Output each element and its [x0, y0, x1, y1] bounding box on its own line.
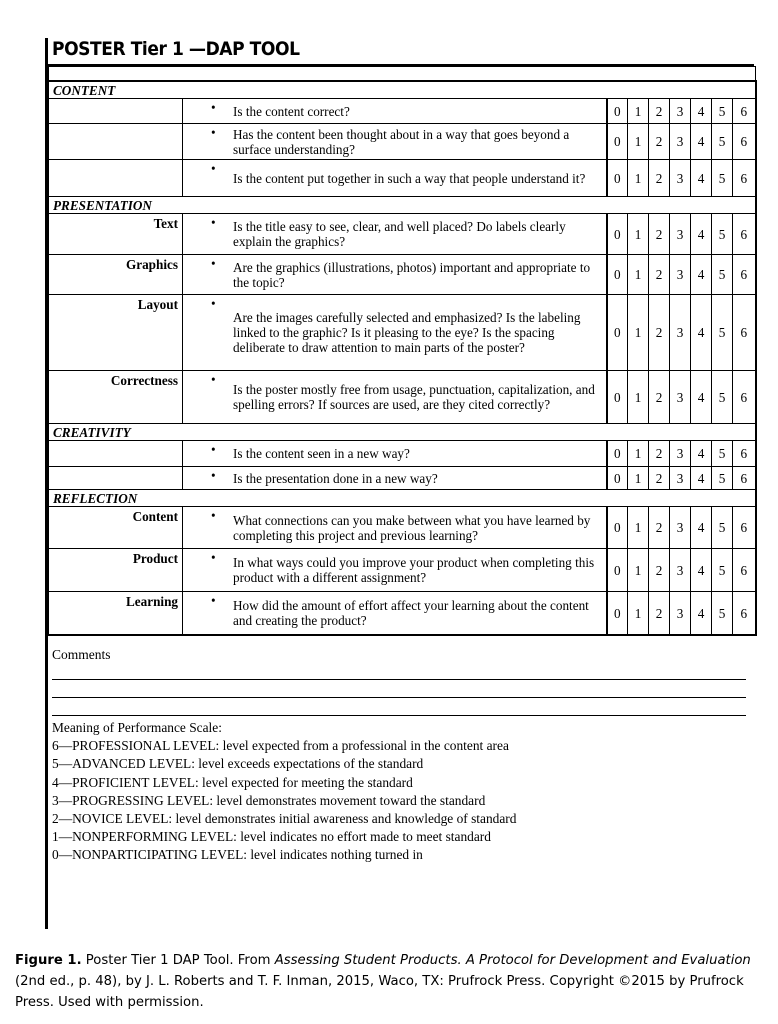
score-option[interactable]: 6 [733, 124, 756, 160]
score-option[interactable]: 5 [712, 99, 733, 124]
section-row [49, 490, 756, 507]
score-option[interactable]: 4 [691, 507, 712, 549]
criterion-label: Product [49, 549, 183, 592]
rubric-row [49, 441, 756, 467]
scale-level: 1—NONPERFORMING LEVEL: level indicates no effort made to meet standard [52, 829, 491, 845]
score-option[interactable]: 4 [691, 124, 712, 160]
score-option[interactable]: 5 [712, 507, 733, 549]
score-option[interactable]: 0 [607, 124, 628, 160]
score-option[interactable]: 0 [607, 255, 628, 295]
caption-text: (2nd ed., p. 48), by J. L. Roberts and T. F. Inman, 2015, Waco, TX: Prufrock Press. Copyright ©2015 by Prufrock Press. Used with permission. [15, 974, 744, 1010]
score-option[interactable]: 2 [649, 99, 670, 124]
section-row [49, 81, 756, 99]
criterion-question [183, 549, 607, 592]
score-option[interactable]: 2 [649, 441, 670, 467]
score-option[interactable]: 1 [628, 124, 649, 160]
question-text: How did the amount of effort affect your learning about the content and creating the product? [233, 598, 589, 628]
question-text: Are the graphics (illustrations, photos) important and appropriate to the topic? [233, 259, 591, 290]
score-option[interactable]: 5 [712, 549, 733, 592]
score-option[interactable]: 0 [607, 592, 628, 636]
score-option[interactable]: 1 [628, 99, 649, 124]
score-option[interactable]: 6 [733, 549, 756, 592]
page-title: POSTER Tier 1 —DAP TOOL [52, 38, 300, 60]
score-option[interactable]: 6 [733, 441, 756, 467]
score-option[interactable]: 4 [691, 255, 712, 295]
criterion-label: Graphics [49, 255, 183, 295]
score-option[interactable]: 1 [628, 467, 649, 490]
section-heading: CONTENT [49, 81, 756, 99]
score-option[interactable]: 5 [712, 255, 733, 295]
rubric-row [49, 124, 756, 160]
score-option[interactable]: 4 [691, 160, 712, 197]
scale-heading: Meaning of Performance Scale: [52, 720, 222, 735]
rubric-row [49, 371, 756, 424]
score-option[interactable]: 3 [670, 255, 691, 295]
score-option[interactable]: 5 [712, 371, 733, 424]
scale-level: 2—NOVICE LEVEL: level demonstrates initial awareness and knowledge of standard [52, 811, 517, 827]
caption-source-title: Assessing Student Products. A Protocol for Development and Evaluation [274, 953, 751, 968]
criterion-question [183, 371, 607, 424]
score-option[interactable]: 1 [628, 295, 649, 371]
rubric-row [49, 214, 756, 255]
scale-level: 6—PROFESSIONAL LEVEL: level expected from a professional in the content area [52, 738, 509, 754]
criterion-label [49, 99, 183, 124]
score-option[interactable]: 5 [712, 214, 733, 255]
score-option[interactable]: 4 [691, 99, 712, 124]
criterion-question [183, 295, 607, 371]
score-option[interactable]: 3 [670, 124, 691, 160]
performance-scale [52, 719, 516, 865]
question-text: Has the content been thought about in a way that goes beyond a surface understanding? [233, 126, 570, 157]
score-option[interactable]: 2 [649, 214, 670, 255]
bullet: • [211, 296, 216, 311]
question-text: Is the presentation done in a new way? [233, 470, 438, 486]
score-option[interactable]: 6 [733, 214, 756, 255]
score-option[interactable]: 2 [649, 467, 670, 490]
score-option[interactable]: 4 [691, 371, 712, 424]
score-option[interactable]: 4 [691, 592, 712, 636]
scale-level: 4—PROFICIENT LEVEL: level expected for meeting the standard [52, 774, 413, 790]
criterion-question [183, 441, 607, 467]
score-option[interactable]: 6 [733, 467, 756, 490]
score-option[interactable]: 2 [649, 295, 670, 371]
question-text: What connections can you make between what you have learned by completing this project and previous learning? [233, 512, 591, 543]
rubric-row [49, 507, 756, 549]
bullet: • [211, 593, 216, 608]
score-option[interactable]: 2 [649, 160, 670, 197]
score-option[interactable]: 0 [607, 467, 628, 490]
score-option[interactable]: 0 [607, 507, 628, 549]
score-option[interactable]: 2 [649, 124, 670, 160]
criterion-question [183, 507, 607, 549]
score-option[interactable]: 3 [670, 371, 691, 424]
bullet: • [211, 125, 216, 140]
criterion-label: Layout [49, 295, 183, 371]
score-option[interactable]: 3 [670, 99, 691, 124]
spacer-cell [49, 67, 756, 82]
rubric-row [49, 549, 756, 592]
score-option[interactable]: 3 [670, 214, 691, 255]
score-option[interactable]: 4 [691, 441, 712, 467]
score-option[interactable]: 1 [628, 507, 649, 549]
question-text: Are the images carefully selected and emphasized? Is the labeling linked to the graphic? Is it pleasing to the eye? Is the spacing deliberate to draw attention to main parts of the poster? [233, 310, 581, 355]
score-option[interactable]: 4 [691, 549, 712, 592]
scale-level: 5—ADVANCED LEVEL: level exceeds expectations of the standard [52, 756, 424, 772]
rubric-row [49, 467, 756, 490]
rubric-row [49, 592, 756, 636]
bullet: • [211, 100, 216, 115]
question-text: Is the poster mostly free from usage, punctuation, capitalization, and spelling errors? If sources are used, are they cited correctly? [233, 382, 595, 412]
caption-text: Poster Tier 1 DAP Tool. From [81, 953, 275, 968]
score-option[interactable]: 3 [670, 160, 691, 197]
score-option[interactable]: 1 [628, 214, 649, 255]
criterion-question [183, 124, 607, 160]
question-text: Is the title easy to see, clear, and well placed? Do labels clearly explain the graphics? [233, 219, 566, 249]
score-option[interactable]: 5 [712, 592, 733, 636]
section-heading: REFLECTION [49, 490, 756, 507]
score-option[interactable]: 2 [649, 255, 670, 295]
bullet: • [211, 256, 216, 271]
criterion-label [49, 467, 183, 490]
section-heading: PRESENTATION [49, 197, 756, 214]
score-option[interactable]: 0 [607, 549, 628, 592]
rubric-table [48, 66, 757, 636]
comment-line[interactable] [52, 679, 746, 680]
score-option[interactable]: 4 [691, 214, 712, 255]
criterion-label [49, 441, 183, 467]
question-text: Is the content seen in a new way? [233, 446, 410, 461]
score-option[interactable]: 6 [733, 295, 756, 371]
comments-label: Comments [52, 647, 111, 662]
rubric-row [49, 99, 756, 124]
criterion-question [183, 255, 607, 295]
score-option[interactable]: 3 [670, 441, 691, 467]
criterion-question [183, 160, 607, 197]
score-option[interactable]: 4 [691, 295, 712, 371]
question-text: Is the content put together in such a way that people understand it? [233, 170, 586, 186]
score-option[interactable]: 0 [607, 441, 628, 467]
scale-level: 3—PROGRESSING LEVEL: level demonstrates movement toward the standard [52, 792, 486, 808]
bullet: • [211, 468, 216, 483]
section-row [49, 424, 756, 441]
score-option[interactable]: 6 [733, 592, 756, 636]
score-option[interactable]: 5 [712, 441, 733, 467]
score-option[interactable]: 1 [628, 592, 649, 636]
score-option[interactable]: 0 [607, 99, 628, 124]
score-option[interactable]: 6 [733, 371, 756, 424]
criterion-label [49, 160, 183, 197]
score-option[interactable]: 6 [733, 507, 756, 549]
comment-line[interactable] [52, 697, 746, 698]
criterion-question [183, 592, 607, 636]
criterion-label [49, 124, 183, 160]
section-heading: CREATIVITY [49, 424, 756, 441]
question-text: Is the content correct? [233, 103, 350, 119]
bullet: • [211, 508, 216, 523]
scale-level: 0—NONPARTICIPATING LEVEL: level indicates nothing turned in [52, 847, 423, 863]
score-option[interactable]: 5 [712, 467, 733, 490]
score-option[interactable]: 2 [649, 549, 670, 592]
figure-caption [15, 950, 775, 1013]
score-option[interactable]: 3 [670, 295, 691, 371]
comment-line[interactable] [52, 715, 746, 716]
score-option[interactable]: 6 [733, 160, 756, 197]
score-option[interactable]: 0 [607, 371, 628, 424]
table-header-spacer [49, 67, 756, 82]
bullet: • [211, 442, 216, 457]
score-option[interactable]: 2 [649, 507, 670, 549]
score-option[interactable]: 5 [712, 295, 733, 371]
criterion-label: Content [49, 507, 183, 549]
score-option[interactable]: 5 [712, 160, 733, 197]
score-option[interactable]: 1 [628, 160, 649, 197]
bullet: • [211, 161, 216, 176]
score-option[interactable]: 5 [712, 124, 733, 160]
score-option[interactable]: 6 [733, 255, 756, 295]
criterion-label: Correctness [49, 371, 183, 424]
bullet: • [211, 372, 216, 387]
score-option[interactable]: 1 [628, 255, 649, 295]
criterion-question [183, 214, 607, 255]
score-option[interactable]: 1 [628, 441, 649, 467]
bullet: • [211, 215, 216, 230]
criterion-label: Text [49, 214, 183, 255]
score-option[interactable]: 4 [691, 467, 712, 490]
score-option[interactable]: 3 [670, 467, 691, 490]
figure-label: Figure 1. [15, 953, 82, 968]
criterion-question [183, 467, 607, 490]
score-option[interactable]: 1 [628, 549, 649, 592]
score-option[interactable]: 1 [628, 371, 649, 424]
score-option[interactable]: 3 [670, 507, 691, 549]
score-option[interactable]: 0 [607, 295, 628, 371]
rubric-row [49, 160, 756, 197]
score-option[interactable]: 3 [670, 592, 691, 636]
score-option[interactable]: 3 [670, 549, 691, 592]
criterion-label: Learning [49, 592, 183, 636]
score-option[interactable]: 6 [733, 99, 756, 124]
rubric-row [49, 295, 756, 371]
question-text: In what ways could you improve your product when completing this product with a different assignment? [233, 555, 595, 585]
rubric-row [49, 255, 756, 295]
score-option[interactable]: 2 [649, 592, 670, 636]
score-option[interactable]: 2 [649, 371, 670, 424]
criterion-question [183, 99, 607, 124]
score-option[interactable]: 0 [607, 160, 628, 197]
bullet: • [211, 550, 216, 565]
section-row [49, 197, 756, 214]
score-option[interactable]: 0 [607, 214, 628, 255]
